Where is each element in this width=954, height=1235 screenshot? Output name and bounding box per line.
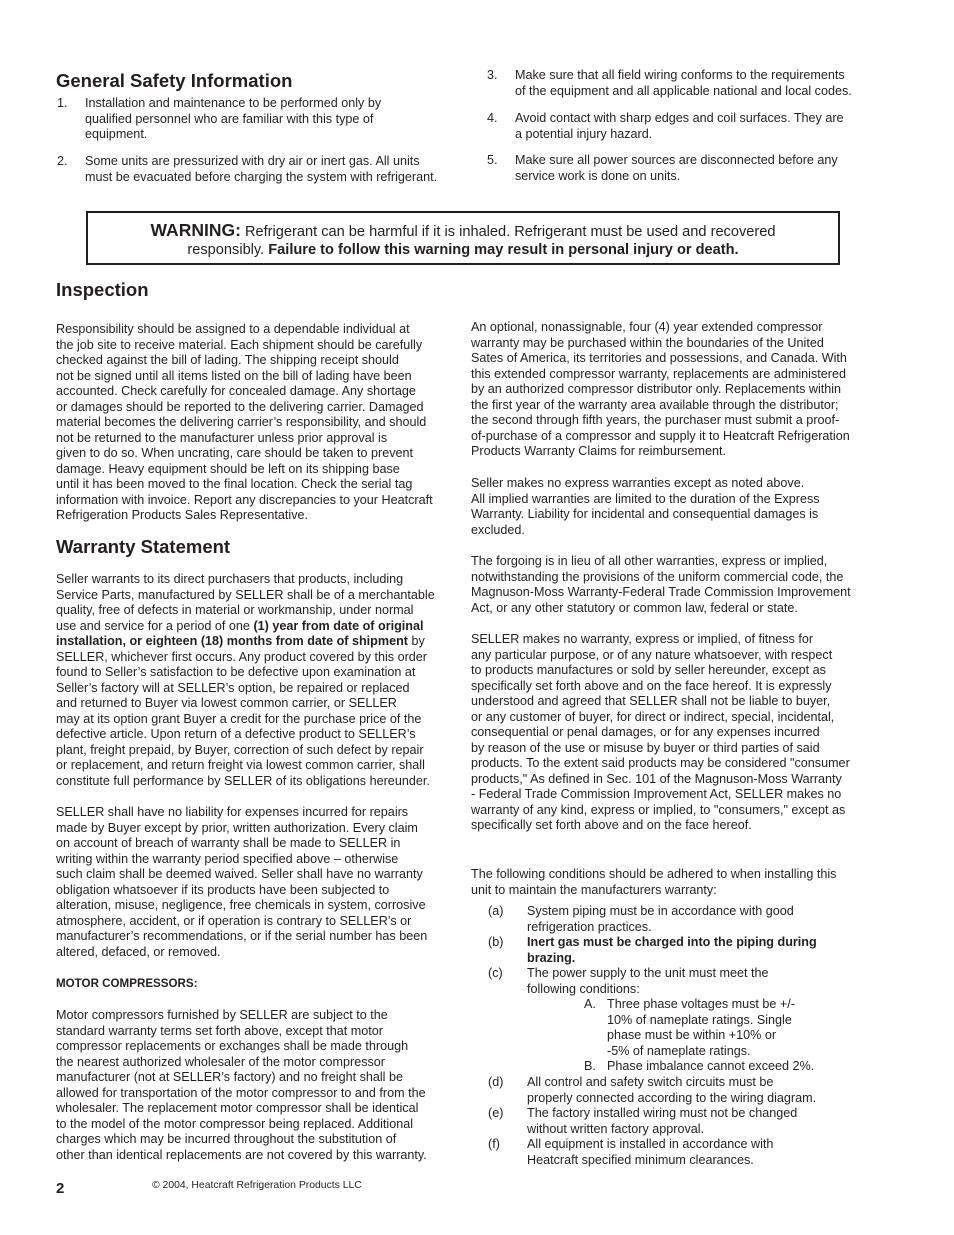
warranty-paragraph-1: Seller warrants to its direct purchasers that products, including Service Parts, manufactured by SELLER shall be of a merchantable quality, free of defects in material or workmanship, under normal use and service for a period of one (1) year from date of original installation, or eighteen (18) months from date of shipment by SELLER, whichever first occurs. Any product covered by this order found to Seller’s satisfaction to be defective upon examination at Seller’s factory will at SELLER’s option, be repaired or replaced and returned to Buyer via lowest common carrier, or SELLER may at its option grant Buyer a credit for the purchase price of the defective article. Upon return of a defective product to SELLER’s plant, freight prepaid, by Buyer, correction of such defect by repair or replacement, and return freight via lowest common carrier, shall constitute full performance by SELLER of its obligations hereunder.: [56, 572, 435, 788]
warranty-heading: Warranty Statement: [56, 536, 231, 557]
inspection-heading: Inspection: [56, 279, 149, 300]
inspection-paragraph: Responsibility should be assigned to a dependable individual at the job site to receive material. Each shipment should be carefully checked against the bill of lading. The shipping receipt should not be signed until all items listed on the bill of lading have been accounted. Check carefully for concealed damage. Any shortage or damages should be reported to the delivering carrier. Damaged material becomes the delivering carrier’s responsibility, and should not be returned to the manufacturer unless prior approval is given to do so. When uncrating, care should be taken to prevent damage. Heavy equipment should be left on its shipping base until it has been moved to the final location. Check the serial tag information with invoice. Report any discrepancies to your Heatcraft Refrigeration Products Sales Representative.: [56, 322, 433, 522]
warning-title: WARNING:: [150, 220, 241, 240]
motor-compressors-heading: MOTOR COMPRESSORS:: [56, 977, 198, 990]
condition-label: (f): [488, 1137, 500, 1151]
condition-label: (b): [488, 935, 504, 949]
safety-item-number: 1.: [57, 96, 68, 110]
safety-item-number: 4.: [487, 111, 498, 125]
conditions-intro-paragraph: The following conditions should be adhered to when installing this unit to maintain the manufacturers warranty:: [471, 867, 837, 897]
condition-label: (a): [488, 904, 504, 918]
warranty-paragraph-2: SELLER shall have no liability for expenses incurred for repairs made by Buyer except by prior, written authorization. Every claim on account of breach of warranty shall be made to SELLER in writing within the warranty period specified above – otherwise such claim shall be deemed waived. Seller shall have no warranty obligation whatsoever if its products have been subjected to alteration, misuse, negligence, free chemicals in system, corrosive atmosphere, accident, or if operation is contrary to SELLER’s or manufacturer’s recommendations, or if the serial number has been altered, defaced, or removed.: [56, 805, 428, 959]
condition-text: All equipment is installed in accordance with Heatcraft specified minimum clearances.: [527, 1137, 774, 1167]
copyright-notice: © 2004, Heatcraft Refrigeration Products LLC: [152, 1180, 362, 1191]
condition-text: System piping must be in accordance with good refrigeration practices.: [527, 904, 794, 934]
safety-item-text: Some units are pressurized with dry air or inert gas. All units must be evacuated before charging the system with refrigerant.: [85, 154, 438, 184]
warning-text: WARNING: Refrigerant can be harmful if it is inhaled. Refrigerant must be used and recovered responsibly. Failure to follow this warning may result in personal injury or death.: [150, 220, 776, 258]
extended-warranty-paragraph: An optional, nonassignable, four (4) year extended compressor warranty may be purchased within the boundaries of the United Sates of America, its territories and possessions, and Canada. With this extended compressor warranty, replacements are administered by an authorized compressor distributor only. Replacements within the first year of the warranty area available through the distributor; the second through fifth years, the purchaser must submit a proof- of-purchase of a compressor and supply it to Heatcraft Refrigeration Products Warranty Claims for reimbursement.: [471, 320, 850, 458]
warning-bold-text: Failure to follow this warning may result in personal injury or death.: [268, 242, 739, 258]
condition-text: The factory installed wiring must not be changed without written factory approval.: [527, 1106, 798, 1136]
sub-condition-text: Phase imbalance cannot exceed 2%.: [607, 1059, 815, 1073]
safety-item-number: 5.: [487, 153, 498, 167]
condition-label: (c): [488, 966, 503, 980]
safety-item-number: 2.: [57, 154, 68, 168]
safety-item-text: Make sure all power sources are disconnected before any service work is done on units.: [515, 153, 838, 183]
safety-item-text: Avoid contact with sharp edges and coil surfaces. They are a potential injury hazard.: [515, 111, 844, 141]
condition-label: (d): [488, 1075, 504, 1089]
warning-box: [86, 211, 840, 265]
sub-condition-text: Three phase voltages must be +/- 10% of nameplate ratings. Single phase must be within +10% or -5% of nameplate ratings.: [607, 997, 795, 1058]
express-warranty-paragraph: Seller makes no express warranties except as noted above. All implied warranties are limited to the duration of the Express Warranty. Liability for incidental and consequential damages is excluded.: [471, 476, 820, 537]
forgoing-paragraph: The forgoing is in lieu of all other warranties, express or implied, notwithstanding the provisions of the uniform commercial code, the Magnuson-Moss Warranty-Federal Trade Commission Improvement Act, or any other statutory or common law, federal or state.: [471, 554, 851, 615]
condition-text: The power supply to the unit must meet the following conditions:: [527, 966, 769, 996]
condition-text: All control and safety switch circuits must be properly connected according to the wiring diagram.: [527, 1075, 817, 1105]
safety-item-text: Installation and maintenance to be performed only by qualified personnel who are familiar with this type of equipment.: [85, 96, 382, 141]
condition-label: (e): [488, 1106, 504, 1120]
condition-text: Inert gas must be charged into the piping during brazing.: [527, 935, 817, 965]
motor-compressors-paragraph: Motor compressors furnished by SELLER are subject to the standard warranty terms set forth above, except that motor compressor replacements or exchanges shall be made through the nearest authorized wholesaler of the motor compressor manufacturer (not at SELLER’s factory) and no freight shall be allowed for transportation of the motor compressor to and from the wholesaler. The replacement motor compressor shall be identical to the model of the motor compressor being replaced. Additional charges which may be incurred throughout the substitution of other than identical replacements are not covered by this warranty.: [56, 1008, 427, 1162]
page-number: 2: [56, 1180, 65, 1197]
safety-item-number: 3.: [487, 68, 498, 82]
safety-item-text: Make sure that all field wiring conforms to the requirements of the equipment and all applicable national and local codes.: [515, 68, 852, 98]
sub-condition-label: B.: [584, 1059, 596, 1073]
sub-condition-label: A.: [584, 997, 596, 1011]
no-warranty-paragraph: SELLER makes no warranty, express or implied, of fitness for any particular purpose, or of any nature whatsoever, with respect to products manufactures or sold by seller hereunder, except as specifically set forth above and on the face hereof. It is expressly understood and agreed that SELLER shall not be liable to buyer, or any customer of buyer, for direct or indirect, special, incidental, consequential or penal damages, or for any expenses incurred by reason of the use or misuse by buyer or third parties of said products. To the extent said products may be considered "consumer products," As defined in Sec. 101 of the Magnuson-Moss Warranty - Federal Trade Commission Improvement Act, SELLER makes no warranty of any kind, express or implied, to "consumers," except as specifically set forth above and on the face hereof.: [471, 632, 850, 832]
safety-heading: General Safety Information: [56, 70, 293, 91]
